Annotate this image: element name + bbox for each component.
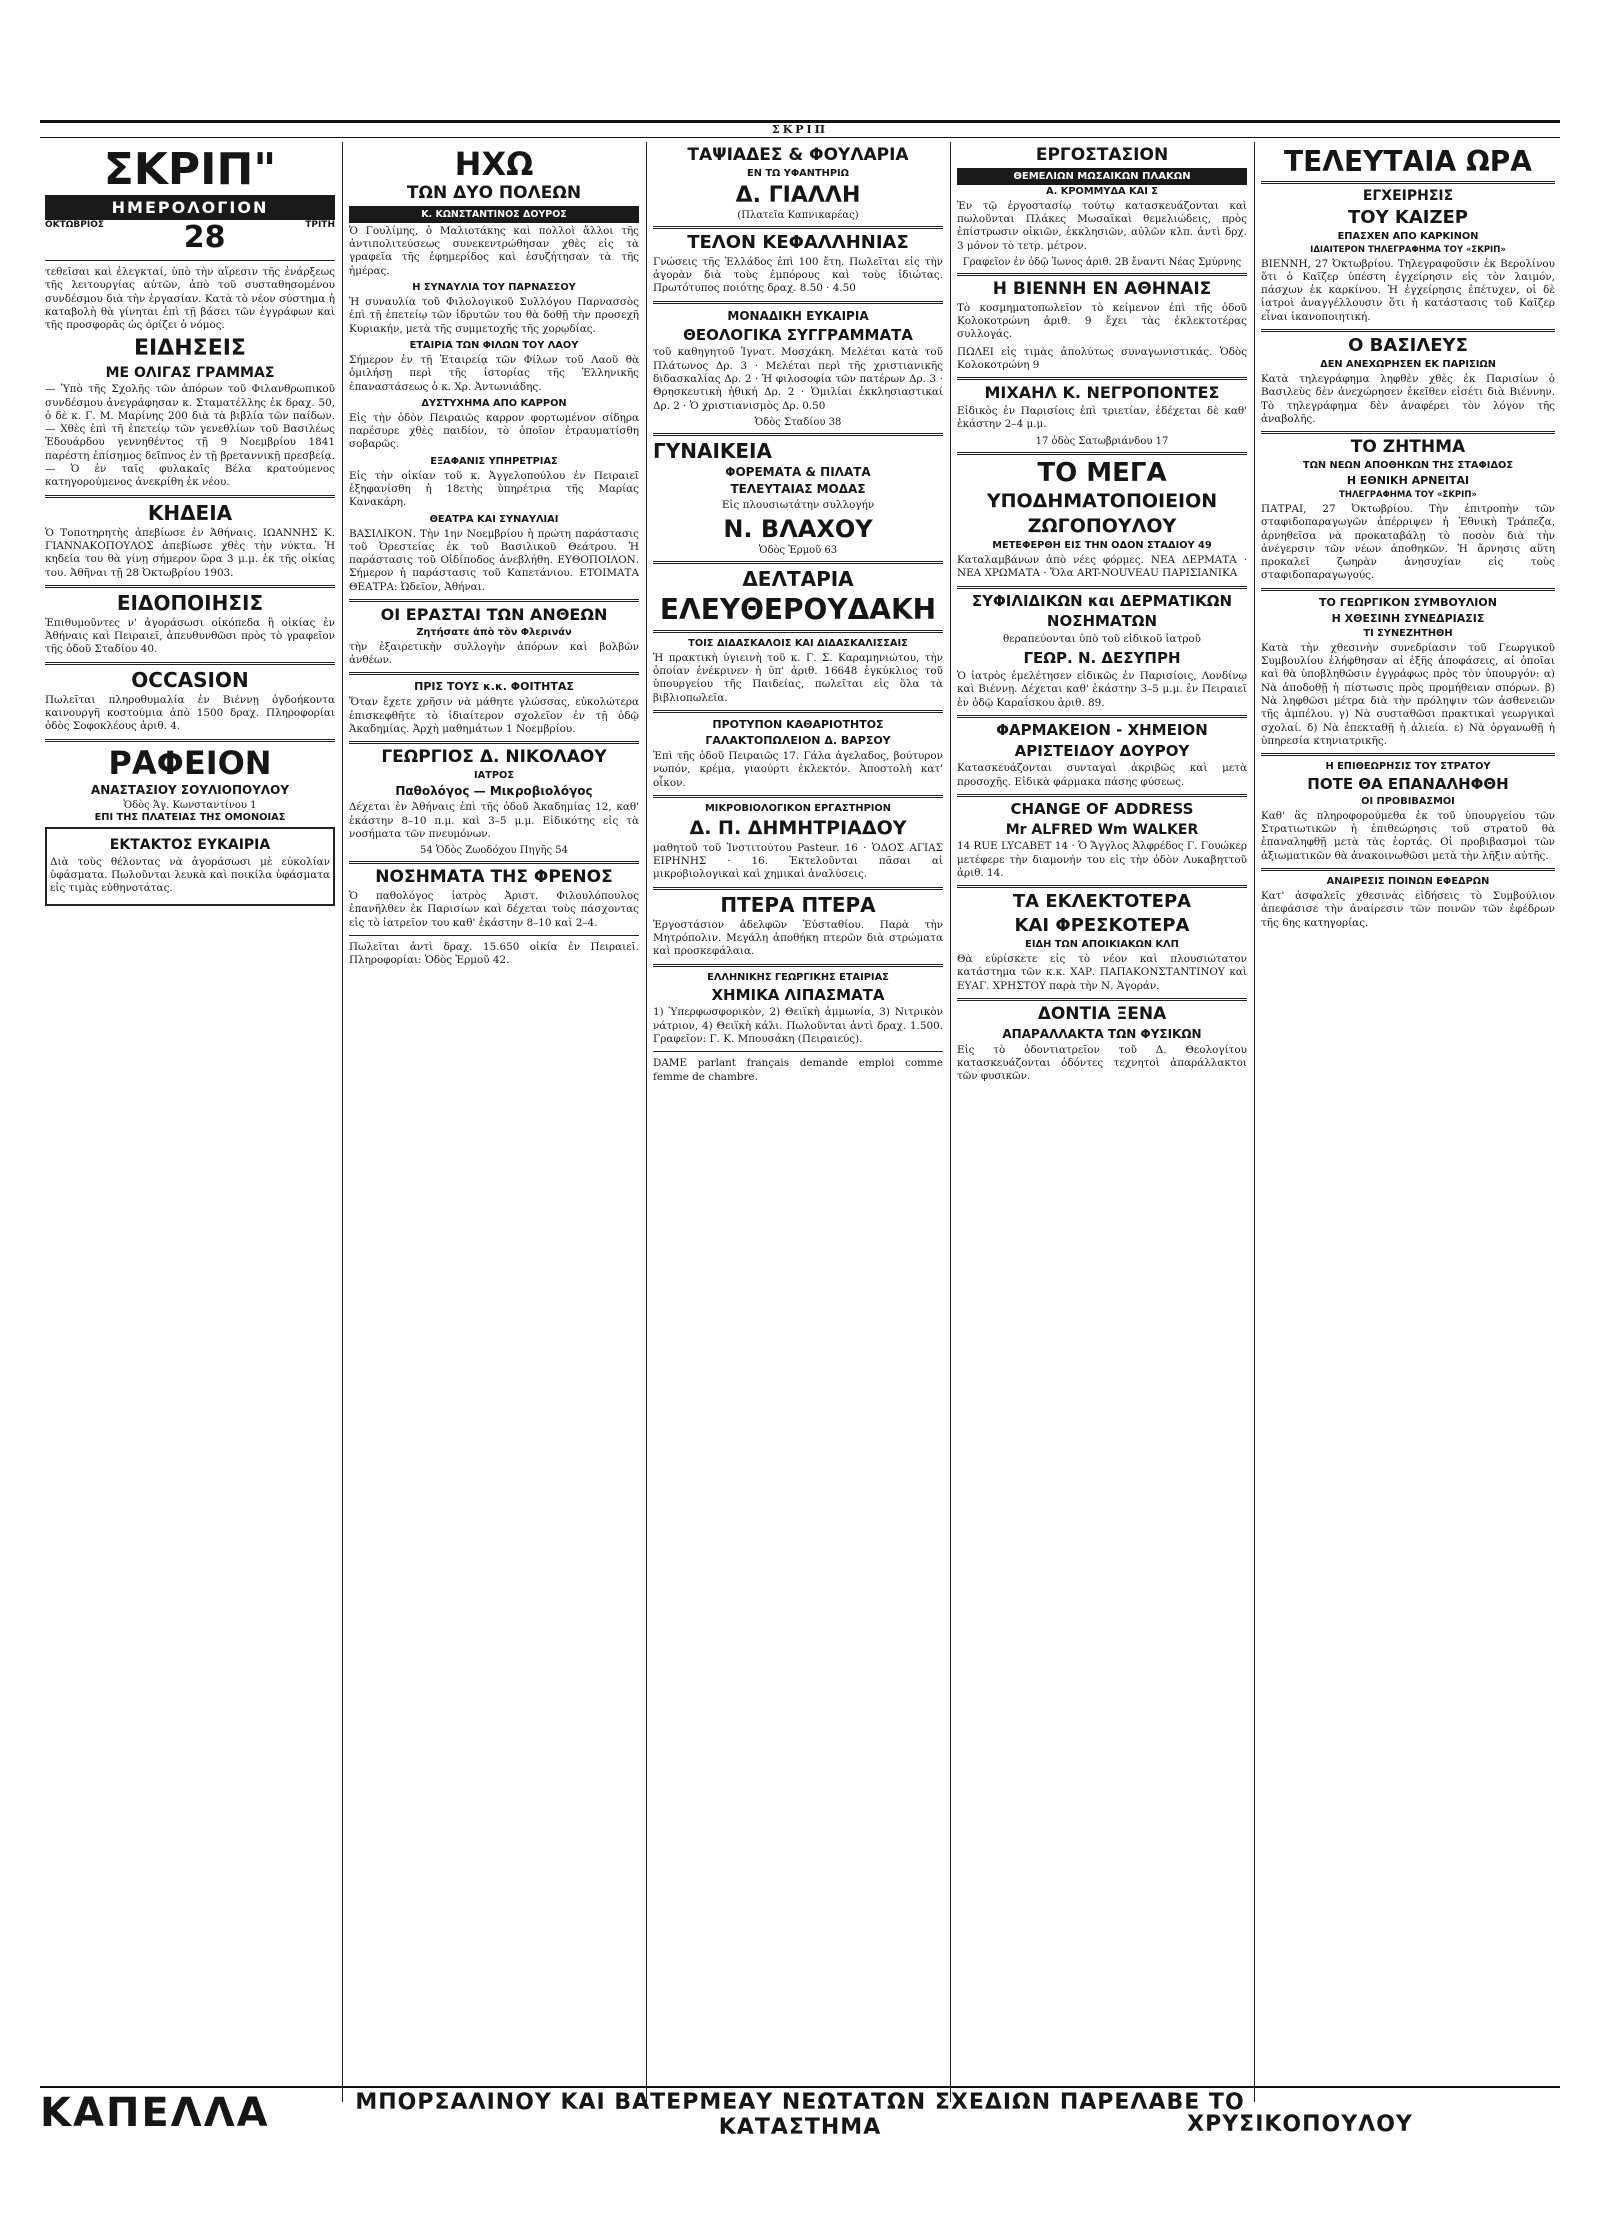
news-text: — Ὑπὸ τῆς Σχολῆς τῶν ἀπόρων τοῦ Φιλανθρωπικοῦ συνδέσμου ἀνεγράφησαν κ. Σταματέλλης ἐκ δραχ. 50, ὁ δὲ κ. Γ. Μ. Μαρίνης 200 διὰ τὰ βιβλία τῶν παίδων. — Χθὲς ἐπὶ τῆ ἐπετείῳ τῶν γενεθλίων τοῦ Βασιλέως Ἐδουάρδου γεννηθέντος τῇ 9 Νοεμβρίου 1841 παρέστη ἐπίσημος δεῖπνος ἐν τῇ βρεταννικῇ πρεσβείᾳ. — Ὁ ἐν ταῖς φυλακαῖς Βέλα κρατούμενος κατηγορούμενος ἀνεκρίθη ἐκ νέου.: [45, 383, 335, 489]
king-heading: Ο ΒΑΣΙΛΕΥΣ: [1348, 335, 1468, 357]
column-5: [1256, 142, 1560, 2102]
textiles-address: (Πλατεῖα Καπνικαρέας): [737, 209, 859, 221]
lab-owner: Δ. Π. ΔΗΜΗΤΡΙΑΔΟΥ: [689, 816, 907, 839]
raisin-telegram: ΤΗΛΕΓΡΑΦΗΜΑ ΤΟΥ «ΣΚΡΙΠ»: [1339, 489, 1477, 500]
last-hour-heading: ΤΕΛΕΥΤΑΙΑ ΩΡΑ: [1284, 145, 1532, 178]
women-store-address: Ὁδὸς Ἑρμοῦ 63: [758, 545, 838, 557]
intro-text: τεθεῖσαι καὶ ἐλεγκταί, ὑπὸ τὴν αἵρεσιν τῆς ἐνάρξεως τῆς λειτουργίας αὐτῶν, ἀπὸ τοῦ συσταθησομένου συνδέσμου διὰ τὴν ἐργασίαν. Κατὰ τὸ νέον σύστημα ἡ καταβολὴ θὰ γίνηται ἐπὶ τῇ βάσει τῶν ἐγγράφων καὶ τῆς προσφορᾶς ὡς ὁρίζει ὁ νόμος.: [45, 266, 335, 332]
derm-heading-2: ΝΟΣΗΜΑΤΩΝ: [1046, 612, 1158, 631]
calendar-title: ΗΜΕΡΟΛΟΓΙΟΝ: [45, 195, 335, 220]
shoes-heading-2: ΥΠΟΔΗΜΑΤΟΠΟΙΕΙΟΝ: [986, 490, 1218, 513]
echo-text-5: Εἰς τὴν οἰκίαν τοῦ κ. Ἀγγελοπούλου ἐν Πειραιεῖ ἐξηφανίσθη ἡ 18ετὴς ὑπηρέτρια τῆς Μαρίας Κανακάρη.: [349, 469, 639, 509]
newspaper-page: [40, 120, 1560, 2136]
echo-sub-1: Η ΣΥΝΑΥΛΙΑ ΤΟΥ ΠΑΡΝΑΣΣΟΥ: [412, 282, 576, 294]
theology-heading: ΘΕΟΛΟΓΙΚΑ ΣΥΓΓΡΑΜΜΑΤΑ: [683, 325, 913, 344]
column-1: [40, 142, 340, 2102]
echo-text-3: Σήμερον ἐν τῇ Ἑταιρείᾳ τῶν Φίλων τοῦ Λαοῦ θὰ ὁμιλήσῃ περὶ τῆς ἱστορίας τῆς Ἑλληνικῆς ἐπαναστάσεως ὁ κ. Χρ. Ἀντωνιάδης.: [349, 353, 639, 393]
negropontes-address: 17 ὁδὸς Σατωβριάνδου 17: [1035, 435, 1169, 447]
raisin-sub-1: ΤΩΝ ΝΕΩΝ ΑΠΟΘΗΚΩΝ ΤΗΣ ΣΤΑΦΙΔΟΣ: [1302, 459, 1514, 471]
factory-heading: ΕΡΓΟΣΤΑΣΙΟΝ: [1035, 145, 1169, 165]
best-heading-2: ΚΑΙ ΦΡΕΣΚΟΤΕΡΑ: [1014, 915, 1190, 937]
best-heading-1: ΤΑ ΕΚΛΕΚΤΟΤΕΡΑ: [1012, 891, 1192, 913]
address-change-text: 14 RUE LYCABET 14 · Ὁ Ἄγγλος Ἀλφρέδος Γ. Γουώκερ μετέφερε τὴν διαμονήν του εἰς τὴν ὁδὸν Λυκαβηττοῦ ἀριθ. 14.: [957, 840, 1247, 880]
column-2: [344, 142, 644, 2102]
news-subheading: ΜΕ ΟΛΙΓΑΣ ΓΡΑΜΜΑΣ: [105, 364, 275, 381]
tailor-location: ΕΠΙ ΤΗΣ ΠΛΑΤΕΙΑΣ ΤΗΣ ΟΜΟΝΟΙΑΣ: [94, 812, 286, 824]
women-text: Εἰς πλουσιωτάτην συλλογήν: [721, 498, 875, 511]
cards-heading: ΔΕΛΤΑΡΙΑ: [742, 567, 854, 592]
pharmacy-owner: ΑΡΙΣΤΕΙΔΟΥ ΔΟΥΡΟΥ: [1014, 741, 1190, 760]
day-number: 28: [183, 220, 226, 255]
feathers-heading: ΠΤΕΡΑ ΠΤΕΡΑ: [720, 892, 876, 917]
pharmacy-text: Κατασκευάζονται συνταγαὶ ἀκριβῶς καὶ μετὰ προσοχῆς. Εἰδικὰ φάρμακα πάσης φύσεως.: [957, 762, 1247, 788]
kaiser-text: ΒΙΕΝΝΗ, 27 Ὀκτωβρίου. Τηλεγραφοῦσιν ἐκ Βερολίνου ὅτι ὁ Καῖζερ ὑπέστη ἐγχείρησιν εἰς τὸν λαιμόν, πάσχων ἐκ καρκίνου. Ἡ ἐγχείρησις ἐπέτυχεν, οἱ δὲ ἰατροὶ ἀναγγέλλουσιν ὅτι ἡ κατάστασις τοῦ Καῖζερ εἶναι ἱκανοποιητική.: [1261, 257, 1555, 323]
unique-heading: ΜΟΝΑΔΙΚΗ ΕΥΚΑΙΡΙΑ: [727, 308, 869, 323]
feathers-text: Ἐργοστάσιον ἀδελφῶν Ἐὐσταθίου. Παρὰ τὴν Μητρόπολιν. Μεγάλη ἀποθήκη πτερῶν διὰ στρώματα καὶ προσκεφάλαια.: [653, 918, 943, 958]
shoes-text: Καταλαμβάνων ἀπὸ νέες φόρμες. ΝΕΑ ΔΕΡΜΑΤΑ · ΝΕΑ ΧΡΩΜΑΤΑ · Ὅλα ART-NOUVEAU ΠΑΡΙΣΙΑΝΙΚΑ: [957, 553, 1247, 580]
women-sub-1: ΦΟΡΕΜΑΤΑ & ΠΙΛΑΤΑ: [725, 464, 871, 479]
reserves-text: Κατ' ἀσφαλεῖς χθεσινὰς εἰδήσεις τὸ Συμβούλιον ἀπεφάσισε τὴν ἀναίρεσιν τῶν ποινῶν τῶν ἐφέδρων τῆς 6ης κατηγορίας.: [1261, 890, 1555, 929]
derm-heading-1: ΣΥΦΙΛΙΔΙΚΩΝ και ΔΕΡΜΑΤΙΚΩΝ: [971, 591, 1233, 610]
women-sub-2: ΤΕΛΕΥΤΑΙΑΣ ΜΟΔΑΣ: [730, 481, 866, 496]
pharmacy-heading: ΦΑΡΜΑΚΕΙΟΝ - ΧΗΜΕΙΟΝ: [996, 720, 1208, 739]
flowers-heading: ΟΙ ΕΡΑΣΤΑΙ ΤΩΝ ΑΝΘΕΩΝ: [380, 605, 608, 625]
flowers-sub: Ζητήσατε ἀπὸ τὸν Φλερινάν: [416, 626, 572, 638]
deaths-text: Ὁ Τοποτηρητὴς ἀπεβίωσε ἐν Ἀθήναις. ΙΩΑΝΝΗΣ Κ. ΓΙΑΝΝΑΚΟΠΟΥΛΟΣ ἀπεβίωσε χθὲς τὴν νύκτα. Ἡ κηδεία του θὰ γίνῃ σήμερον ὥρα 3 μ.μ. ἐκ τῆς οἰκίας του. Ἀθῆναι τῇ 28 Ὀκτωβρίου 1903.: [45, 526, 335, 579]
chem-text: 1) Ὑπερφωσφορικὸν, 2) Θειϊκὴ ἀμμωνία, 3) Νιτρικὸν νάτριον, 4) Θειϊκὴ κάλι. Πωλοῦνται ἀντὶ δραχ. 1.500. Γραφεῖον: Γ. Κ. Μπουσάκη (Πειραιεύς).: [653, 1006, 943, 1045]
army-heading: Η ΕΠΙΘΕΩΡΗΣΙΣ ΤΟΥ ΣΤΡΑΤΟΥ: [1325, 761, 1491, 773]
teeth-heading-2: ΑΠΑΡΑΛΛΑΚΤΑ ΤΩΝ ΦΥΣΙΚΩΝ: [1002, 1026, 1202, 1041]
echo-text-1: Ὁ Γουλίμης, ὁ Μαλιοτάκης καὶ πολλοὶ ἄλλοι τῆς ἀντιπολιτεύσεως συνεκεντρώθησαν χθὲς εἰς τὰ γραφεῖα τῆς ἐφημερίδος καὶ ἐσυζήτησαν τὰ τῆς ἡμέρας.: [349, 224, 639, 277]
weekday: ΤΡΙΤΗ: [305, 220, 335, 230]
council-text: Κατὰ τὴν χθεσινὴν συνεδρίασιν τοῦ Γεωργικοῦ Συμβουλίου ἐλήφθησαν αἱ ἑξῆς ἀποφάσεις, αἱ ὁποῖαι καὶ θὰ ὑποβληθῶσιν ἐγγράφως πρὸς τὸν ὑπουργόν: α) Νὰ ἀποδοθῇ ἡ πίστωσις πρὸς προμήθειαν σπόρων. β) Νὰ ληφθῶσι μέτρα διὰ τὴν πρόληψιν τῶν ἀσθενειῶν τῆς ἀμπέλου. γ) Νὰ συσταθῶσι πρακτικαὶ γεωργικαὶ σχολαί. δ) Νὰ ἐπεκταθῇ ἡ ἀλιεία. ε) Νὰ ὀργανωθῇ ἡ ὑπηρεσία κτηνιατρικῆς.: [1261, 641, 1555, 747]
column-3: [648, 142, 948, 2102]
echo-sub-4: ΕΞΑΦΑΝΙΣ ΥΠΗΡΕΤΡΙΑΣ: [430, 455, 558, 467]
army-text: Καθ' ἃς πληροφορούμεθα ἐκ τοῦ ὑπουργείου τῶν Στρατιωτικῶν ἡ ἐπιθεώρησις τοῦ στρατοῦ θὰ ἐπαναληφθῇ μετὰ τὰς ἑορτάς. Οἱ προβιβασμοὶ τῶν ἀξιωματικῶν θὰ ἀνακοινωθῶσι μετὰ τὴν λῆξιν αὐτῆς.: [1261, 809, 1555, 862]
factory-sub: ΘΕΜΕΛΙΩΝ ΜΩΣΑΙΚΩΝ ΠΛΑΚΩΝ: [957, 168, 1247, 185]
month: ΟΚΤΩΒΡΙΟΣ: [45, 220, 105, 230]
doctor-text: Δέχεται ἐν Ἀθήναις ἐπὶ τῆς ὁδοῦ Ἀκαδημίας 12, καθ' ἑκάστην 8–10 π.μ. καὶ 3–5 μ.μ. Εἰδικότης εἰς τὰ νοσήματα τῶν πνευμόνων.: [349, 801, 639, 840]
sale-text: Πωλεῖται ἀντὶ δραχ. 15.650 οἰκία ἐν Πειραιεῖ. Πληροφορίαι: Ὁδὸς Ἑρμοῦ 42.: [349, 940, 639, 967]
chem-title: ΧΗΜΙΚΑ ΛΙΠΑΣΜΑΤΑ: [711, 985, 885, 1004]
textiles-heading: ΤΑΨΙΑΔΕΣ & ΦΟΥΛΑΡΙΑ: [687, 145, 909, 165]
doctor-name: ΓΕΩΡΓΙΟΣ Δ. ΝΙΚΟΛΑΟΥ: [381, 747, 607, 768]
echo-text-2: Ἡ συναυλία τοῦ Φιλολογικοῦ Συλλόγου Παρνασσὸς ἐπὶ τῇ ἐπετείῳ τῶν ἱδρυτῶν του θὰ δοθῇ τὴν προσεχῆ Κυριακήν, μετὰ τῆς συμμετοχῆς τῆς χορῳδίας.: [349, 296, 639, 335]
cards-brand: ΕΛΕΥΘΕΡΟΥΔΑΚΗ: [659, 593, 937, 627]
shoes-heading-1: ΤΟ ΜΕΓΑ: [1037, 457, 1167, 488]
news-heading: ΕΙΔΗΣΕΙΣ: [134, 336, 246, 362]
army-sub-2: ΟΙ ΠΡΟΒΙΒΑΣΜΟΙ: [1361, 795, 1455, 807]
vienna-text-2: ΠΩΛΕΙ εἰς τιμὰς ἀπολύτως συναγωνιστικάς. Ὁδὸς Κολοκοτρώνη 9: [957, 345, 1247, 372]
echo-sub-2: ΕΤΑΙΡΙΑ ΤΩΝ ΦΙΛΩΝ ΤΟΥ ΛΑΟΥ: [409, 339, 579, 351]
army-sub-1: ΠΟΤΕ ΘΑ ΕΠΑΝΑΛΗΦΘΗ: [1307, 775, 1509, 794]
textiles-sub: ΕΝ ΤΩ ΥΦΑΝΤΗΡΙΩ: [747, 167, 849, 179]
derm-text-2: Ὁ ἰατρὸς ἐμελέτησεν εἰδικῶς ἐν Παρισίοις, Λονδίνῳ καὶ Βιέννῃ. Δέχεται καθ' ἑκάστην 3–5 μ.μ. ἐν Πειραιεῖ ἐν ὁδῷ Καραΐσκου ἀριθ. 89.: [957, 670, 1247, 709]
footer-store: ΧΡΥΣΙΚΟΠΟΥΛΟΥ: [1187, 2112, 1413, 2136]
wine-heading: ΤΕΛΟΝ ΚΕΦΑΛΛΗΝΙΑΣ: [687, 231, 909, 253]
kaiser-telegram: ΙΔΙΑΙΤΕΡΟΝ ΤΗΛΕΓΡΑΦΗΜΑ ΤΟΥ «ΣΚΡΙΠ»: [1310, 244, 1506, 255]
mind-diseases-text: Ὁ παθολόγος ἰατρὸς Ἀριστ. Φιλουλόπουλος ἐπανῆλθεν ἐκ Παρισίων καὶ δέχεται τοὺς πάσχοντας εἰς τὸ ἰατρεῖον του καθ' ἑκάστην 8–10 καὶ 2–4.: [349, 889, 639, 929]
column-4: [952, 142, 1252, 2102]
raisin-text: ΠΑΤΡΑΙ, 27 Ὀκτωβρίου. Τὴν ἐπιτροπὴν τῶν σταφιδοπαραγωγῶν ἀπέρριψεν ἡ Ἐθνικὴ Τράπεζα, ἀρνηθεῖσα νὰ προκαταβάλῃ τὸ ποσὸν διὰ τὴν ἀνέγερσιν τῶν νέων ἀποθηκῶν. Ἡ ἄρνησις αὕτη προκαλεῖ ζωηρὰν ἀνησυχίαν εἰς τοὺς σταφιδοπαραγωγούς.: [1261, 502, 1555, 582]
vienna-text-1: Τὸ κοσμηματοπωλεῖον τὸ κείμενον ἐπὶ τῆς ὁδοῦ Κολοκοτρώνη ἀριθ. 9 ἔχει τὰς ἐκλεκτοτέρας συλλογάς.: [957, 301, 1247, 341]
echo-heading: ΗΧΩ: [454, 145, 534, 183]
students-heading: ΠΡΙΣ ΤΟΥΣ κ.κ. ΦΟΙΤΗΤΑΣ: [414, 680, 574, 694]
kaiser-heading-1: ΕΓΧΕΙΡΗΣΙΣ: [1362, 188, 1454, 204]
theology-address: Ὁδὸς Σταδίου 38: [754, 416, 842, 428]
occasion-heading: OCCASION: [131, 667, 249, 692]
footer-hats: ΚΑΠΕΛΛΑ: [40, 2090, 270, 2136]
council-sub-2: ΤΙ ΣΥΝΕΖΗΤΗΘΗ: [1363, 627, 1453, 639]
kaiser-sub: ΕΠΑΣΧΕΝ ΑΠΟ ΚΑΡΚΙΝΟΝ: [1337, 230, 1479, 242]
raisin-sub-2: Η ΕΘΝΙΚΗ ΑΡΝΕΙΤΑΙ: [1346, 473, 1470, 487]
lab-text: μαθητοῦ τοῦ Ἰνστιτούτου Pasteur. 16 · ὉΔΟΣ ΑΓΙΑΣ ΕΙΡΗΝΗΣ · 16. Ἐκτελοῦνται πᾶσαι αἱ μικροβιολογικαὶ καὶ χημικαὶ ἀναλύσεις.: [653, 841, 943, 881]
dame-text: DAME parlant français demande emploi comme femme de chambre.: [653, 1057, 943, 1083]
doctor-address: 54 Ὁδὸς Ζωοδόχου Πηγῆς 54: [419, 845, 568, 857]
teeth-heading-1: ΔΟΝΤΙΑ ΞΕΝΑ: [1037, 1004, 1167, 1025]
echo-sub-5: ΘΕΑΤΡΑ ΚΑΙ ΣΥΝΑΥΛΙΑΙ: [429, 513, 559, 525]
dairy-text: Ἐπὶ τῆς ὁδοῦ Πειραιῶς 17. Γάλα ἀγελαδος, βούτυρον νωπόν, κρέμα, γιαούρτι ἐκλεκτόν. Ἀποστολὴ κατ' οἶκον.: [653, 750, 943, 789]
teachers-text: Ἡ πρακτικὴ ὑγιεινὴ τοῦ κ. Γ. Σ. Καραμηνιώτου, τὴν ὁποίαν ἐνέκρινεν ἡ ὑπ' ἀριθ. 16648 ἐγκύκλιος τοῦ ὑπουργείου τῆς Παιδείας, πωλεῖται εἰς ὅλα τὰ βιβλιοπωλεῖα.: [653, 651, 943, 704]
echo-text-4: Εἰς τὴν ὁδὸν Πειραιῶς καρρον φορτωμένον σίδηρα παρέσυρε χθὲς παιδίον, τὸ ὁποῖον ἐτραυματίσθη σοβαρῶς.: [349, 411, 639, 451]
factory-address: Γραφεῖον ἐν ὁδῷ Ἰωνος ἀριθ. 2Β ἔναντι Νέας Σμύρνης: [962, 257, 1242, 269]
mind-diseases-heading: ΝΟΣΗΜΑΤΑ ΤΗΣ ΦΡΕΝΟΣ: [375, 867, 613, 888]
derm-text-1: θεραπεύονται ὑπὸ τοῦ εἰδικοῦ ἰατροῦ: [1002, 633, 1201, 646]
deaths-heading: ΚΗΔΕΙΑ: [147, 500, 233, 525]
reserves-heading: ΑΝΑΙΡΕΣΙΣ ΠΟΙΝΩΝ ΕΦΕΔΡΩΝ: [1326, 876, 1490, 888]
teeth-text: Εἰς τὸ ὀδοντιατρεῖον τοῦ Δ. Θεολογίτου κατασκευάζονται ὀδόντες τεχνητοὶ ἀπαράλλακτοι τῶν φυσικῶν.: [957, 1043, 1247, 1083]
negropontes-text: Εἰδικὸς ἐν Παρισίοις ἐπὶ τριετίαν, ἐδέχεται δὲ καθ' ἑκάστην 2–4 μ.μ.: [957, 405, 1247, 431]
doctor-specialty: Παθολόγος — Μικροβιολόγος: [395, 784, 593, 799]
negropontes-heading: ΜΙΧΑΗΛ Κ. ΝΕΓΡΟΠΟΝΤΕΣ: [984, 383, 1220, 403]
king-text: Κατὰ τηλεγράφημα ληφθὲν χθὲς ἐκ Παρισίων ὁ Βασιλεὺς δὲν ἀνεχώρησεν ἐκεῖθεν εἰσέτι διὰ Βιέννην. Τὸ τηλεγράφημα δὲν ἀναφέρει τὸν λόγον τῆς ἀναβολῆς.: [1261, 372, 1555, 425]
date-row: [45, 220, 335, 255]
echo-sub-3: ΔΥΣΤΥΧΗΜΑ ΑΠΟ ΚΑΡΡΟΝ: [421, 397, 567, 409]
lab-heading: ΜΙΚΡΟΒΙΟΛΟΓΙΚΟΝ ΕΡΓΑΣΤΗΡΙΟΝ: [705, 802, 891, 814]
tailor-owner: ΑΝΑΣΤΑΣΙΟΥ ΣΟΥΛΙΟΠΟΥΛΟΥ: [90, 783, 290, 798]
footer-text: ΜΠΟΡΣΑΛΙΝΟΥ ΚΑΙ ΒΑΤΕΡΜΕΑΥ ΝΕΩΤΑΤΩΝ ΣΧΕΔΙΩΝ ΠΑΡΕΛΑΒΕ ΤΟ ΚΑΤΑΣΤΗΜΑ: [355, 2090, 1245, 2136]
king-sub: ΔΕΝ ΑΝΕΧΩΡΗΣΕΝ ΕΚ ΠΑΡΙΣΙΩΝ: [1320, 358, 1496, 370]
masthead: [40, 120, 1560, 138]
echo-byline: Κ. ΚΩΝΣΤΑΝΤΙΝΟΣ ΔΟΥΡΟΣ: [349, 206, 639, 223]
tailor-address: Ὁδὸς Ἁγ. Κωνσταντίνου 1: [123, 800, 257, 812]
factory-owner: Α. ΚΡΟΜΜΥΔΑ ΚΑΙ Σ: [1046, 185, 1158, 197]
extra-text: Διὰ τοὺς θέλοντας νὰ ἀγοράσωσι μὲ εὐκολίαν ὑφάσματα. Πωλοῦνται λευκὰ καὶ ποικίλα ὑφάσματα εἰς τιμὰς εὐθηνοτάτας.: [50, 855, 330, 895]
best-text: Θὰ εὑρίσκετε εἰς τὸ νέον καὶ πλουσιώτατον κατάστημα τῶν κ.κ. ΧΑΡ. ΠΑΠΑΚΟΝΣΤΑΝΤΙΝΟΥ καὶ ΕΥΑΓ. ΧΡΗΣΤΟΥ παρὰ τὴν Ν. Ἀγοράν.: [957, 953, 1247, 992]
factory-text: Ἐν τῷ ἐργοστασίῳ τούτῳ κατασκευάζονται καὶ πωλοῦνται Πλάκες Μωσαϊκαὶ θεμελιώδεις, πρὸς ἐπίστρωσιν οἰκιῶν, ἐκκλησιῶν, αὐλῶν κλπ. ἀντὶ δρχ. 3 μόνον τὸ τετρ. μέτρον.: [957, 199, 1247, 252]
dairy-owner: ΓΑΛΑΚΤΟΠΩΛΕΙΟΝ Δ. ΒΑΡΣΟΥ: [705, 734, 891, 748]
address-change-heading: CHANGE OF ADDRESS: [1010, 800, 1194, 819]
tailor-heading: ΡΑΦΕΙΟΝ: [108, 743, 272, 782]
shoes-sub: ΜΕΤΕΦΕΡΘΗ ΕΙΣ ΤΗΝ ΟΔΟΝ ΣΤΑΔΙΟΥ 49: [992, 539, 1212, 551]
women-store: Ν. ΒΛΑΧΟΥ: [723, 515, 873, 544]
echo-text-6: ΒΑΣΙΛΙΚΟΝ. Τὴν 1ην Νοεμβρίου ἡ πρώτη παράστασις τοῦ Ὀρεστείας ἐκ τοῦ Βασιλικοῦ Θεάτρου. Ἡ παράστασις τοῦ Οἰδίποδος ἀνεβλήθη. ΕΥΘΟΠΟΙΛΟΝ. Σήμερον ἡ παράστασις τοῦ Καπετάνιου. ΕΤΟΙΜΑΤΑ ΘΕΑΤΡΑ: Ὠδεῖον, Ἀθήναι.: [349, 527, 639, 593]
doctor-title: ΙΑΤΡΟΣ: [473, 770, 515, 782]
notice-heading: ΕΙΔΟΠΟΙΗΣΙΣ: [116, 590, 264, 615]
flowers-text: τὴν ἐξαιρετικὴν συλλογὴν ἀπόρων καὶ βολβῶν ἀνθέων.: [349, 640, 639, 667]
occasion-text: Πωλεῖται πληροθυμαλία ἐν Βιέννῃ ὀγδοήκοντα καινουργῆ κοστούμια ἀπὸ 1500 δραχ. Πληροφορίαι ὁδὸς Σοφοκλέους ἀριθ. 4.: [45, 693, 335, 733]
footer-ad: [40, 2086, 1560, 2136]
echo-subheading: ΤΩΝ ΔΥΟ ΠΟΛΕΩΝ: [406, 183, 582, 203]
shoes-heading-3: ΖΩΓΟΠΟΥΛΟΥ: [1027, 514, 1177, 537]
council-heading: ΤΟ ΓΕΩΡΓΙΚΟΝ ΣΥΜΒΟΥΛΙΟΝ: [1319, 595, 1497, 609]
best-sub: ΕΙΔΗ ΤΩΝ ΑΠΟΙΚΙΑΚΩΝ ΚΛΠ: [1025, 939, 1179, 951]
students-text: Ὅταν ἔχετε χρῆσιν νὰ μάθητε γλώσσας, εὐκολώτερα ἐπισκεφθῆτε τὸ ἰδιαίτερον σχολεῖον ἐν τῇ ὁδῷ Ἀκαδημίας. Ἀρχὴ μαθημάτων 1 Νοεμβρίου.: [349, 696, 639, 736]
wine-text: Γνώσεις τῆς Ἑλλάδος ἐπὶ 100 ἔτη. Πωλεῖται εἰς τὴν ἀγορὰν διὰ τοὺς ἐμπόρους καὶ τοὺς ἰδιώτας. Πρωτότυπος ποιότης δραχ. 8.50 · 4.50: [653, 255, 943, 295]
chem-heading: ΕΛΛΗΝΙΚΗΣ ΓΕΩΡΓΙΚΗΣ ΕΤΑΙΡΙΑΣ: [707, 971, 889, 983]
logo: ΣΚΡΙΠ": [103, 144, 277, 195]
masthead-title: ΣΚΡΙΠ: [771, 123, 829, 136]
address-change-name: Mr ALFRED Wm WALKER: [1005, 821, 1199, 838]
raisin-heading: ΤΟ ΖΗΤΗΜΑ: [1350, 437, 1466, 458]
kaiser-heading-2: ΤΟΥ ΚΑΙΖΕΡ: [1348, 206, 1468, 228]
theology-text: τοῦ καθηγητοῦ Ἰγνατ. Μοσχάκη. Μελέται κατὰ τοῦ Πλάτωνος Δρ. 3 · Μελέται περὶ τῆς χριστιανικῆς διδασκαλίας Δρ. 2 · Ἡ φιλοσοφία τῶν πατέρων Δρ. 3 · Θρησκευτικὴ ἠθική Δρ. 2 · Ὁμιλίαι ἐκκλησιαστικαί Δρ. 2 · Ὁ χριστιανισμὸς Δρ. 0.50: [653, 346, 943, 412]
women-heading: ΓΥΝΑΙΚΕΙΑ: [653, 438, 772, 463]
vienna-heading: Η ΒΙΕΝΝΗ ΕΝ ΑΘΗΝΑΙΣ: [992, 279, 1212, 300]
teachers-heading: ΤΟΙΣ ΔΙΔΑΣΚΑΛΟΙΣ ΚΑΙ ΔΙΔΑΣΚΑΛΙΣΣΑΙΣ: [688, 637, 908, 649]
notice-text: Ἐπιθυμοῦντες ν' ἀγοράσωσι οἰκόπεδα ἢ οἰκίας ἐν Ἀθήναις καὶ Πειραιεῖ, ἀπευθυνθῶσι πρὸς τὸ γραφεῖον τῆς ὁδοῦ Σταδίου 40.: [45, 616, 335, 656]
textiles-owner: Δ. ΓΙΑΛΛΗ: [735, 182, 861, 208]
extra-heading: ΕΚΤΑΚΤΟΣ ΕΥΚΑΙΡΙΑ: [109, 837, 271, 854]
derm-doctor: ΓΕΩΡ. Ν. ΔΕΣΥΠΡΗ: [1023, 649, 1181, 668]
dairy-heading: ΠΡΟΤΥΠΟΝ ΚΑΘΑΡΙΟΤΗΤΟΣ: [712, 718, 884, 732]
council-sub-1: Η ΧΘΕΣΙΝΗ ΣΥΝΕΔΡΙΑΣΙΣ: [1331, 611, 1485, 625]
